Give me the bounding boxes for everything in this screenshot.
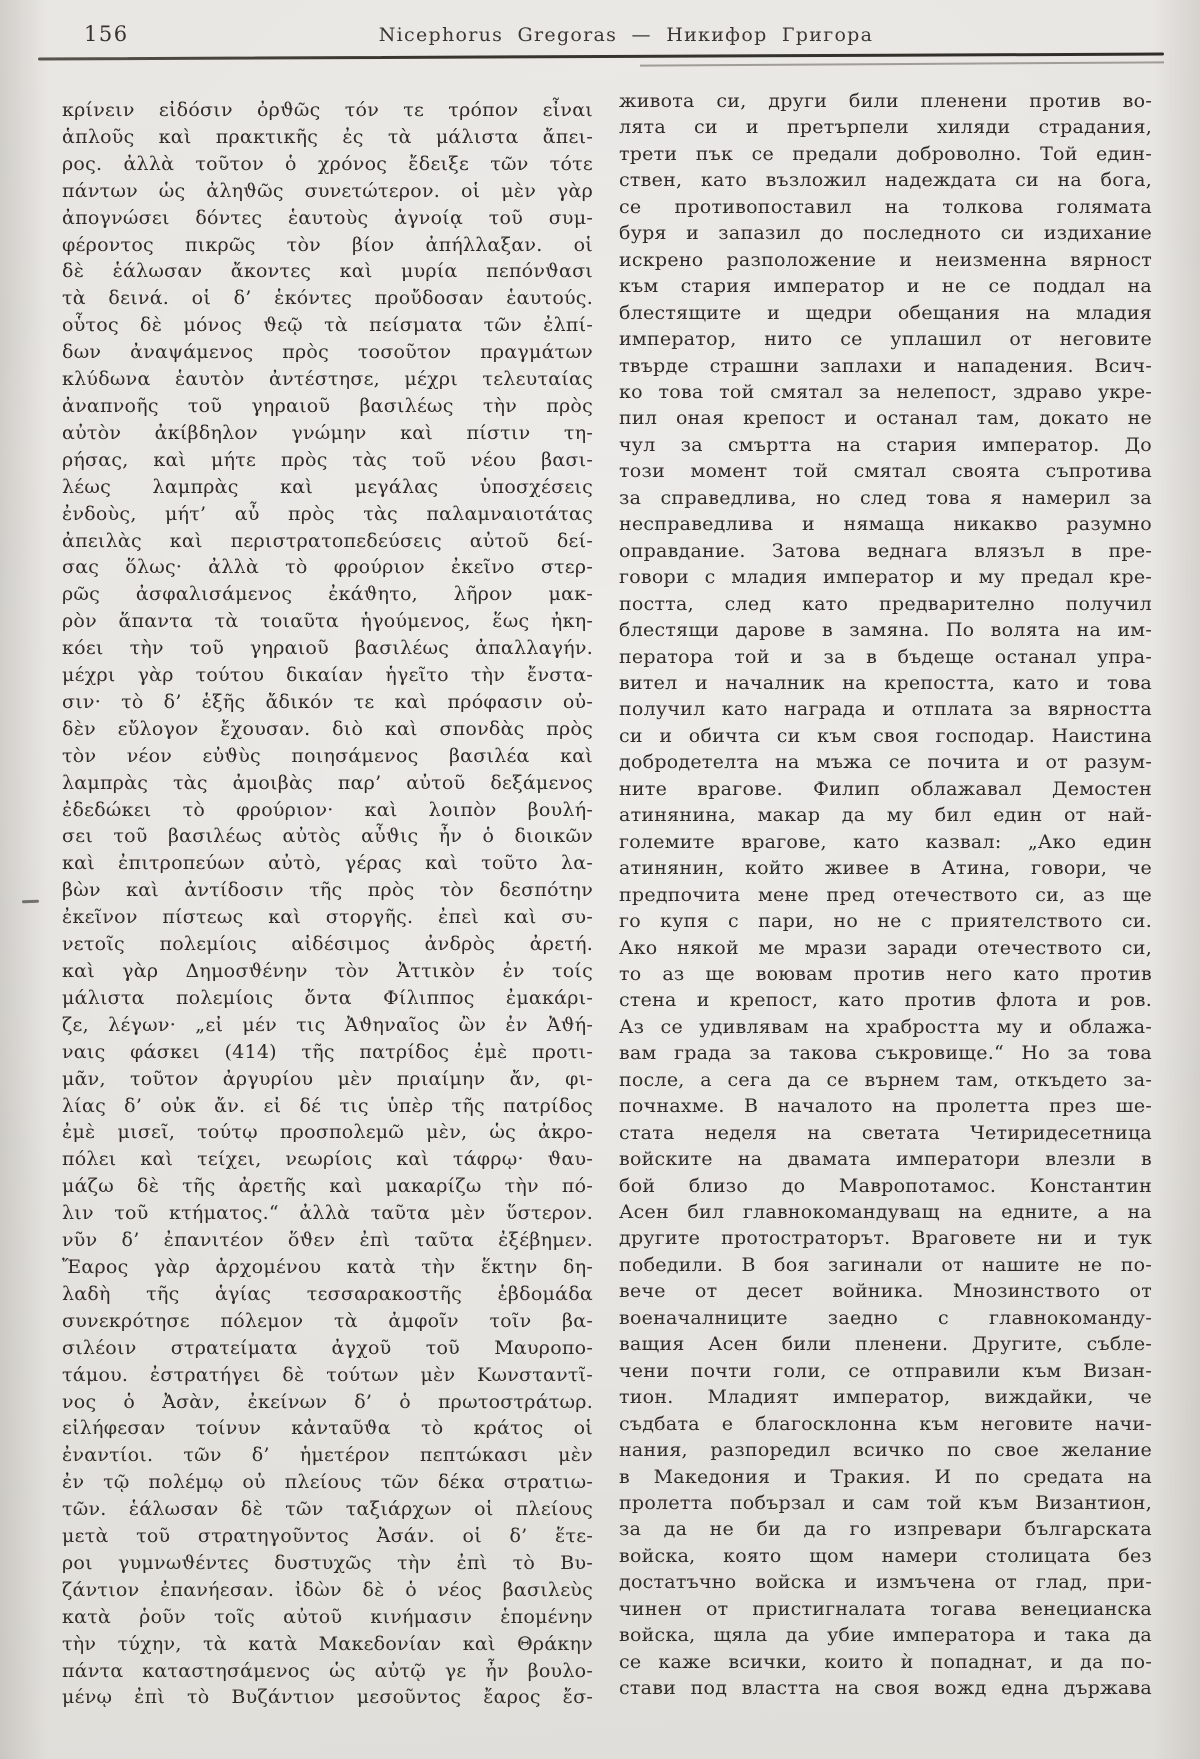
bulgarian-text-column	[619, 88, 1152, 1711]
text-line: ствен, като възложил надеждата си на бога,	[619, 169, 1152, 192]
text-line: ζε, λέγων· „εἰ μέν τις Ἀϑηναῖος ὢν ἐν Ἀϑή-	[62, 1013, 593, 1036]
text-line: предпочита мене пред отечеството си, аз ще	[619, 883, 1152, 906]
text-line: войска, която щом намери столицата без	[619, 1544, 1152, 1567]
text-line: чул за смъртта на стария император. До	[619, 433, 1152, 456]
text-line: τὰ δεινά. οἱ δ’ ἑκόντες προὔδοσαν ἑαυτούς.	[62, 287, 593, 310]
text-line: μένῳ ἐπὶ τὸ Βυζάντιον μεσοῦντος ἔαρος ἔσ-	[62, 1686, 593, 1709]
text-line: атинянина, макар да му бил един от най-	[619, 804, 1152, 827]
text-line: почнахме. В началото на пролетта през ше-	[619, 1095, 1152, 1118]
text-line: μετὰ τοῦ στρατηγοῦντος Ἀσάν. οἱ δ’ ἕτε-	[62, 1525, 593, 1548]
text-line: получил като награда и отплата за вярността	[619, 698, 1152, 721]
text-line: νῦν δ’ ἐπανιτέον ὅϑεν ἐπὶ ταῦτα ἐξέβημεν.	[62, 1229, 593, 1252]
text-line: ἁπλοῦς καὶ πρακτικῆς ἐς τὰ μάλιστα ἄπει-	[62, 125, 593, 148]
text-line: Ако някой ме мрази заради отечеството си,	[619, 936, 1152, 959]
text-line: ναις φάσκει (414) τῆς πατρίδος ἐμὲ προτι-	[62, 1040, 593, 1063]
text-line: τὸν νέον εὐϑὺς ποιησάμενος βασιλέα καὶ	[62, 744, 593, 767]
page-number: 156	[84, 22, 129, 46]
text-line: бой близо до Мавропотамос. Константин	[619, 1174, 1152, 1197]
text-line: лята си и претърпели хиляди страдания,	[619, 116, 1152, 139]
text-line: ператора той и за в бъдеще останал упра-	[619, 645, 1152, 668]
text-line: ващия Асен били пленени. Другите, събле-	[619, 1333, 1152, 1356]
text-line: ἐδεδώκει τὸ φρούριον· καὶ λοιπὸν βουλή-	[62, 798, 593, 821]
text-line: си и обичта си към своя господар. Наистина	[619, 724, 1152, 747]
text-line: μάζω δὲ τῆς ἀρετῆς καὶ μακαρίζω τὴν πό-	[62, 1175, 593, 1198]
text-line: πόλει καὶ τείχει, νεωρίοις καὶ τάφρῳ· ϑαυ-	[62, 1148, 593, 1171]
text-line: ко това той смятал за нелепост, здраво укре-	[619, 380, 1152, 403]
text-line: νος ὁ Ἀσὰν, ἐκείνων δ’ ὁ πρωτοστράτωρ.	[62, 1390, 593, 1413]
text-line: αὐτὸν ἀκίβδηλον γνώμην καὶ πίστιν τη-	[62, 421, 593, 444]
text-line: καὶ γὰρ Δημοσϑένην τὸν Ἀττικὸν ἐν τοίς	[62, 960, 593, 982]
text-line: ρήσας, καὶ μήτε πρὸς τὰς τοῦ νέου βασι-	[62, 448, 593, 471]
text-line: καὶ ἐπιτροπεύων αὐτὸ, γέρας καὶ τοῦτο λα-	[62, 852, 593, 875]
text-line: σας ὅλως· ἀλλὰ τὸ φρούριον ἐκεῖνο στερ-	[62, 556, 593, 579]
text-line: ζάντιον ἐπανήεσαν. ἰδὼν δὲ ὁ νέος βασιλεὺς	[62, 1578, 593, 1601]
text-line: ροι γυμνωϑέντες δυστυχῶς τὴν ἐπὶ τὸ Βυ-	[62, 1551, 593, 1574]
text-line: τάμου. ἐστρατήγει δὲ τούτων μὲν Κωνσταντῖ-	[62, 1363, 593, 1386]
text-line: ρὸν ἅπαντα τὰ τοιαῦτα ἡγούμενος, ἕως ἠκη-	[62, 610, 593, 633]
text-line: οὗτος δὲ μόνος ϑεῷ τὰ πείσματα τῶν ἐλπί-	[62, 314, 593, 337]
text-line: λίας δ’ οὐκ ἄν. εἰ δέ τις ὑπὲρ τῆς πατρίδος	[62, 1094, 593, 1117]
text-line: λιν τοῦ κτήματος.“ ἀλλὰ ταῦτα μὲν ὕστερον.	[62, 1202, 593, 1225]
text-line: буря и запазил до последното си издихание	[619, 222, 1152, 245]
text-line: ἐν τῷ πολέμῳ οὐ πλείους τῶν δέκα στρατιω-	[62, 1471, 593, 1494]
text-line: φέροντος πικρῶς τὸν βίον ἀπήλλαξαν. οἱ	[62, 233, 593, 256]
text-line: κλύδωνα ἑαυτὸν ἀντέστησε, μέχρι τελευταίας	[62, 368, 593, 391]
text-line: в Македония и Тракия. И по средата на	[619, 1465, 1152, 1488]
running-title: Nicephorus Gregoras — Никифор Григора	[378, 24, 874, 46]
text-line: стави под властта на своя вожд една държава	[619, 1677, 1152, 1700]
text-line: σιλέοιν στρατείματα ἀγχοῦ τοῦ Μαυροπο-	[62, 1336, 593, 1359]
text-line: говори с младия император и му предал кре-	[619, 566, 1152, 589]
text-line: λέως λαμπρὰς καὶ μεγάλας ὑποσχέσεις	[62, 475, 593, 498]
text-line: добродетелта на мъжа се почита и от разум-	[619, 751, 1152, 774]
text-line: блестящи дарове в замяна. По волята на им-	[619, 619, 1152, 642]
text-line: войските на двамата императори влезли в	[619, 1148, 1152, 1171]
text-line: съдбата е благосклонна към неговите начи-	[619, 1412, 1152, 1435]
text-line: стена и крепост, като против флота и ров.	[619, 989, 1152, 1012]
text-line: постта, след като предварително получил	[619, 592, 1152, 615]
text-line: пролетта побързал и сам той към Византион,	[619, 1492, 1152, 1515]
text-line: войска, щяла да убие императора и така да	[619, 1624, 1152, 1647]
text-line: другите протостраторът. Враговете ни и тук	[619, 1227, 1152, 1250]
greek-text-column	[62, 88, 593, 1711]
text-line: блестящите и щедри обещания на младия	[619, 301, 1152, 324]
text-line: този момент той смятал своята съпротива	[619, 460, 1152, 483]
text-line: ρῶς ἀσφαλισάμενος ἐκάϑητο, λῆρον μακ-	[62, 583, 593, 606]
text-line: βὼν καὶ ἀντίδοσιν τῆς πρὸς τὸν δεσπότην	[62, 879, 593, 902]
text-line: се каже всички, които ѝ попаднат, и да по-	[619, 1650, 1152, 1673]
text-line: συνεκρότησε πόλεμον τὰ ἀμφοῖν τοῖν βα-	[62, 1309, 593, 1332]
text-line: тион. Младият император, виждайки, че	[619, 1386, 1152, 1409]
margin-mark	[22, 900, 39, 904]
text-line: ἀπειλὰς καὶ περιστρατοπεδεύσεις αὐτοῦ δεί-	[62, 529, 593, 552]
text-line: πάντα καταστησάμενος ὡς αὐτῷ γε ἦν βουλο-	[62, 1659, 593, 1682]
text-line: чени почти голи, се отправили към Визан-	[619, 1359, 1152, 1382]
text-line: Ἔαρος γὰρ ἀρχομένου κατὰ τὴν ἕκτην δη-	[62, 1255, 593, 1278]
text-line: оправдание. Затова веднага влязъл в пре-	[619, 539, 1152, 562]
text-line: стата неделя на светата Четиридесетница	[619, 1121, 1152, 1144]
text-line: достатъчно войска и измъчена от глад, при-	[619, 1571, 1152, 1594]
text-line: чинен от пристигналата тогава венецианска	[619, 1597, 1152, 1620]
text-line: ἀπογνώσει δόντες ἑαυτοὺς ἀγνοίᾳ τοῦ συμ-	[62, 206, 593, 229]
text-line: ните врагове. Филип облажавал Демостен	[619, 777, 1152, 800]
text-line: ἐμὲ μισεῖ, τούτῳ προσπολεμῶ μὲν, ὡς ἀκρο-	[62, 1121, 593, 1144]
text-line: пил оная крепост и останал там, докато не	[619, 407, 1152, 430]
text-line: се противопоставил на толкова голямата	[619, 195, 1152, 218]
text-line: за справедлива, но след това я намерил за	[619, 486, 1152, 509]
text-line: ρος. ἀλλὰ τοῦτον ὁ χρόνος ἔδειξε τῶν τότε	[62, 152, 593, 175]
text-line: λαδὴ τῆς ἁγίας τεσσαρακοστῆς ἑβδομάδα	[62, 1282, 593, 1305]
text-line: искрено разположение и неизменна вярност	[619, 248, 1152, 271]
text-line: вител и началник на крепостта, като и това	[619, 671, 1152, 694]
text-line: ἐκεῖνον πίστεως καὶ στοργῆς. ἐπεὶ καὶ συ-	[62, 906, 593, 929]
text-line: атинянин, който живее в Атина, говори, че	[619, 857, 1152, 880]
text-line: ἐνδοὺς, μήτ’ αὖ πρὸς τὰς παλαμναιοτάτας	[62, 502, 593, 525]
text-line: σει τοῦ βασιλέως αὐτὸς αὖϑις ἦν ὁ διοικῶν	[62, 825, 593, 848]
text-line: вече от десет войника. Мнозинството от	[619, 1280, 1152, 1303]
text-line: ἀναπνοῆς τοῦ γηραιοῦ βασιλέως τὴν πρὸς	[62, 394, 593, 417]
text-line: μάλιστα πολεμίοις ὄντα Φίλιππος ἐμακάρι-	[62, 986, 593, 1009]
two-column-text	[62, 88, 1152, 1711]
text-line: военачалниците заедно с главнокоманду-	[619, 1306, 1152, 1329]
text-line: твърде страшни заплахи и нападения. Всич-	[619, 354, 1152, 377]
text-line: после, а сега да се върнем там, откъдето за-	[619, 1068, 1152, 1091]
text-line: то аз ще воювам против него като против	[619, 962, 1152, 985]
text-line: големите врагове, като казвал: „Ако един	[619, 830, 1152, 853]
text-line: σιν· τὸ δ’ ἑξῆς ἄδικόν τε καὶ πρόφασιν οὐ-	[62, 690, 593, 713]
text-line: Асен бил главнокомандуващ на едните, а на	[619, 1201, 1152, 1224]
text-line: за да не би да го изпревари българската	[619, 1518, 1152, 1541]
text-line: вам града за такова съкровище.“ Но за това	[619, 1042, 1152, 1065]
text-line: τὴν τύχην, τὰ κατὰ Μακεδονίαν καὶ Θράκην	[62, 1632, 593, 1655]
text-line: Аз се удивлявам на храбростта му и облажа-	[619, 1015, 1152, 1038]
text-line: δὲ ἑάλωσαν ἄκοντες καὶ μυρία πεπόνϑασι	[62, 260, 593, 283]
text-line: император, нито се уплашил от неговите	[619, 328, 1152, 351]
text-line: го купя с пари, но не с приятелството си.	[619, 910, 1152, 933]
text-line: живота си, други били пленени против во-	[619, 90, 1152, 112]
text-line: към стария император и не се поддал на	[619, 275, 1152, 298]
text-line: τῶν. ἑάλωσαν δὲ τῶν ταξιάρχων οἱ πλείους	[62, 1498, 593, 1521]
text-line: πάντων ὡς ἀληϑῶς συνετώτερον. οἱ μὲν γὰρ	[62, 179, 593, 202]
text-line: κρίνειν εἰδόσιν ὀρϑῶς τόν τε τρόπον εἶναι	[62, 99, 593, 121]
text-line: трети пък се предали доброволно. Той един-	[619, 142, 1152, 165]
text-line: μέχρι γὰρ τούτου δικαίαν ἡγεῖτο τὴν ἔνστα-	[62, 664, 593, 687]
text-line: ἐναντίοι. τῶν δ’ ἡμετέρον πεπτώκασι μὲν	[62, 1444, 593, 1467]
text-line: нания, разпоредил всичко по свое желание	[619, 1439, 1152, 1462]
text-line: победили. В боя загинали от нашите не по-	[619, 1253, 1152, 1276]
text-line: κατὰ ῥοῦν τοῖς αὐτοῦ κινήμασιν ἑπομένην	[62, 1605, 593, 1628]
page-header	[0, 0, 1200, 58]
text-line: δὲν εὔλογον ἔχουσαν. διὸ καὶ σπονδὰς πρὸς	[62, 717, 593, 740]
text-line: δων ἀναψάμενος πρὸς τοσοῦτον πραγμάτων	[62, 341, 593, 364]
text-line: κόει τὴν τοῦ γηραιοῦ βασιλέως ἀπαλλαγήν.	[62, 637, 593, 660]
header-rule-secondary	[640, 61, 1164, 66]
text-line: несправедлива и нямаща никакво разумно	[619, 513, 1152, 536]
text-line: εἰλήφεσαν τοίνυν κἀνταῦϑα τὸ κράτος οἱ	[62, 1417, 593, 1440]
text-line: νετοῖς πολεμίοις αἰδέσιμος ἀνδρὸς ἀρετή.	[62, 933, 593, 956]
text-line: λαμπρὰς τὰς ἀμοιβὰς παρ’ αὐτοῦ δεξάμενος	[62, 771, 593, 794]
text-line: μᾶν, τοῦτον ἀργυρίου μὲν πριαίμην ἄν, φι-	[62, 1067, 593, 1090]
